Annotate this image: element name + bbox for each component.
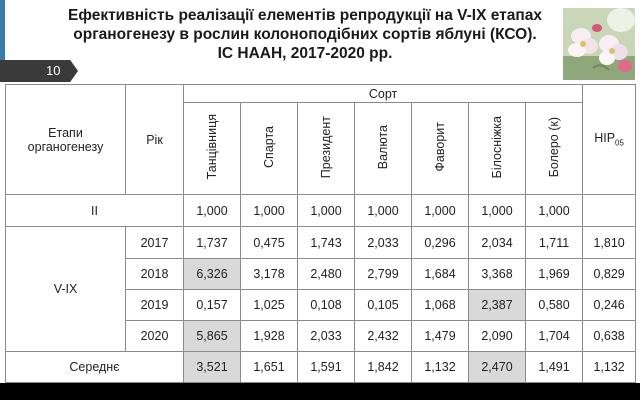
year-cell: 2019	[126, 290, 184, 321]
value-cell: 2,480	[298, 259, 355, 290]
variety-header	[184, 103, 241, 195]
value-cell: 1,591	[298, 352, 355, 383]
value-cell: 3,178	[241, 259, 298, 290]
value-cell: 2,033	[355, 227, 412, 259]
header-hir	[583, 85, 636, 195]
table-row-average	[6, 352, 636, 383]
apple-blossom-image	[563, 8, 635, 80]
value-cell: 0,475	[241, 227, 298, 259]
year-cell: 2018	[126, 259, 184, 290]
header-stages: Етапи органогенезу	[6, 85, 126, 195]
value-cell: 3,368	[469, 259, 526, 290]
data-table	[5, 84, 636, 383]
value-cell: 1,479	[412, 321, 469, 352]
table-row-2017	[6, 227, 636, 259]
value-cell-highlighted: 2,387	[469, 290, 526, 321]
value-cell: 1,000	[412, 195, 469, 227]
value-cell: 2,033	[298, 321, 355, 352]
value-cell-highlighted: 5,865	[184, 321, 241, 352]
value-cell: 1,704	[526, 321, 583, 352]
title-line-2: органогенезу в рослин колоноподібних сортів яблуні (КСО).	[73, 26, 537, 43]
value-cell: 2,432	[355, 321, 412, 352]
variety-name: Спарта	[262, 126, 276, 168]
header-variety: Сорт	[184, 85, 583, 103]
value-cell: 1,842	[355, 352, 412, 383]
value-cell: 2,034	[469, 227, 526, 259]
value-cell: 1,000	[241, 195, 298, 227]
value-cell: 1,711	[526, 227, 583, 259]
year-cell: 2017	[126, 227, 184, 259]
variety-header	[355, 103, 412, 195]
value-cell: 1,000	[469, 195, 526, 227]
value-cell: 0,108	[298, 290, 355, 321]
value-cell: 1,684	[412, 259, 469, 290]
value-cell-highlighted: 6,326	[184, 259, 241, 290]
page-number: 10	[46, 63, 61, 78]
hir-cell: 0,829	[583, 259, 636, 290]
left-accent-bar	[0, 0, 5, 62]
stage-label: V-IX	[6, 227, 126, 352]
value-cell: 2,090	[469, 321, 526, 352]
value-cell: 1,928	[241, 321, 298, 352]
header-year: Рік	[126, 85, 184, 195]
slide-title	[50, 6, 560, 63]
bottom-black-bar	[0, 383, 640, 400]
variety-header	[241, 103, 298, 195]
page-number-tab	[0, 60, 78, 82]
variety-name: Валюта	[376, 124, 390, 170]
value-cell-highlighted: 2,470	[469, 352, 526, 383]
value-cell: 1,068	[412, 290, 469, 321]
value-cell: 1,000	[355, 195, 412, 227]
value-cell: 1,132	[412, 352, 469, 383]
value-cell: 0,296	[412, 227, 469, 259]
variety-name: Білосніжка	[490, 115, 504, 179]
variety-header	[412, 103, 469, 195]
header-hir-base: НІР	[594, 131, 616, 146]
value-cell: 1,000	[184, 195, 241, 227]
variety-name: Фаворит	[433, 122, 447, 172]
hir-cell: 1,132	[583, 352, 636, 383]
value-cell-highlighted: 3,521	[184, 352, 241, 383]
hir-cell	[583, 195, 636, 227]
title-line-1: Ефективність реалізації елементів репродукції на V-IX етапах	[68, 7, 542, 24]
year-cell: 2020	[126, 321, 184, 352]
value-cell: 0,105	[355, 290, 412, 321]
value-cell: 1,969	[526, 259, 583, 290]
value-cell: 0,580	[526, 290, 583, 321]
average-label: Середнє	[6, 352, 184, 383]
hir-cell: 0,246	[583, 290, 636, 321]
stage-label: II	[6, 195, 184, 227]
variety-header	[298, 103, 355, 195]
table-row-stage-ii	[6, 195, 636, 227]
variety-name: Болеро (к)	[547, 116, 562, 178]
header-hir-sub: 05	[615, 138, 624, 148]
hir-cell: 0,638	[583, 321, 636, 352]
value-cell: 1,491	[526, 352, 583, 383]
value-cell: 1,000	[298, 195, 355, 227]
value-cell: 2,799	[355, 259, 412, 290]
variety-header	[526, 103, 583, 195]
variety-header	[469, 103, 526, 195]
value-cell: 0,157	[184, 290, 241, 321]
value-cell: 1,743	[298, 227, 355, 259]
variety-name: Президент	[319, 115, 333, 179]
value-cell: 1,737	[184, 227, 241, 259]
title-line-3: ІС НААН, 2017-2020 рр.	[217, 45, 393, 62]
variety-name: Танцівниця	[205, 114, 219, 180]
value-cell: 1,025	[241, 290, 298, 321]
hir-cell: 1,810	[583, 227, 636, 259]
value-cell: 1,000	[526, 195, 583, 227]
value-cell: 1,651	[241, 352, 298, 383]
